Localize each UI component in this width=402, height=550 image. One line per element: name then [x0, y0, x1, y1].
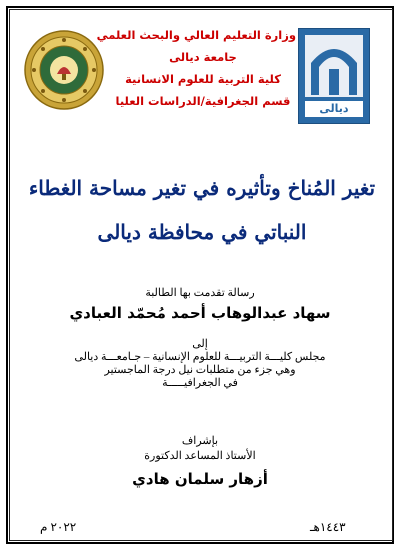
supervision-label: بإشراف [181, 435, 219, 447]
supervisor-block [10, 470, 390, 488]
college-emblem-caption: ديالى [319, 102, 349, 115]
college-name: كلية التربية للعلوم الانسانية [125, 72, 281, 86]
ministry-name: وزارة التعليم العالي والبحث العلمي [96, 28, 296, 42]
supervisor-name: أزهار سلمان هادي [132, 470, 268, 488]
hijri-date: ١٤٤٣هـ [310, 520, 346, 534]
university-name: جامعة ديالى [169, 50, 237, 64]
student-block [10, 304, 390, 322]
presented-by-label: رسالة تقدمت بها الطالبة [145, 287, 255, 299]
thesis-title [14, 166, 390, 254]
gregorian-date: ٢٠٢٢ م [40, 520, 77, 534]
submission-block [10, 338, 390, 390]
supervisor-rank: الأستاذ المساعد الدكتورة [144, 450, 256, 462]
supervision-block [10, 434, 390, 464]
thesis-title-line-1: تغير المُناخ وتأثيره في تغير مساحة الغطاء [28, 176, 376, 200]
degree-purpose: وهي جزء من متطلبات نيل درجة الماجستير [104, 364, 296, 376]
college-emblem-icon [298, 28, 370, 124]
student-name: سهاد عبدالوهاب أحمد مُحمّد العبادي [69, 304, 331, 322]
university-seal-icon [24, 30, 104, 110]
department-name: قسم الجغرافية/الدراسات العليا [115, 94, 291, 108]
degree-field: في الجغرافيـــــة [162, 377, 238, 389]
council-name: مجلس كليـــة التربيـــة للعلوم الإنسانية – جـامعـــة ديالى [74, 351, 326, 363]
to-label: إلى [192, 338, 208, 350]
institution-header [96, 24, 296, 112]
thesis-title-line-2: النباتي في محافظة ديالى [97, 220, 307, 244]
presented-by-block [10, 286, 390, 299]
